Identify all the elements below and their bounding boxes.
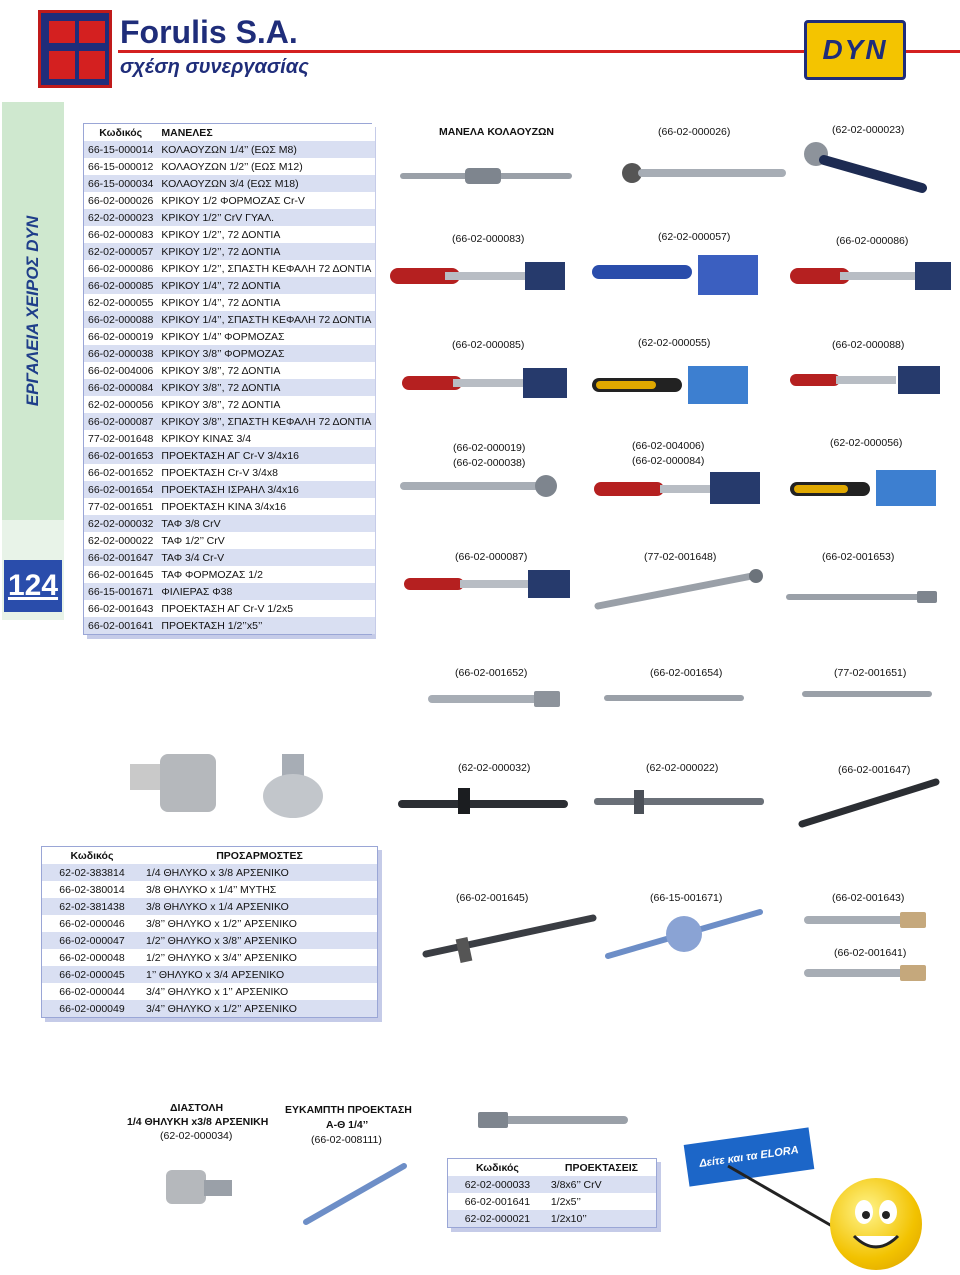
table-row: [84, 277, 375, 294]
product-description-cell: ΚΡΙΚΟΥ 3/8’’, ΣΠΑΣΤΗ ΚΕΦΑΛΗ 72 ΔΟΝΤΙΑ: [157, 413, 375, 430]
t-bar-62-02-000032-image: [392, 780, 577, 830]
product-code-cell: 66-15-001671: [84, 583, 157, 600]
table-header-row: [84, 124, 375, 141]
product-code-cell: 62-02-000022: [84, 532, 157, 549]
product-description-cell: ΚΡΙΚΟΥ 3/8’’ ΦΟΡΜΟΖΑΣ: [157, 345, 375, 362]
ratchet-66-02-000019-image: [396, 472, 576, 502]
product-description-cell: ΚΡΙΚΟΥ 1/2’’, 72 ΔΟΝΤΙΑ: [157, 243, 375, 260]
table-row: [84, 260, 375, 277]
product-code-cell: 66-02-001643: [84, 600, 157, 617]
product-code-cell: 66-02-001654: [84, 481, 157, 498]
caption-66-15-001671: (66-15-001671): [650, 892, 723, 904]
flex-extension-66-02-008111-image: [298, 1160, 413, 1230]
product-description-cell: ΠΡΟΕΚΤΑΣΗ 1/2’’x5’’: [157, 617, 375, 634]
product-code-cell: 77-02-001651: [84, 498, 157, 515]
caption-flex-sub: Α-Θ 1/4’’: [326, 1119, 369, 1131]
product-code-cell: 66-02-001641: [84, 617, 157, 634]
table-row: [84, 447, 375, 464]
product-description-cell: ΚΡΙΚΟΥ 3/8’’, 72 ΔΟΝΤΙΑ: [157, 379, 375, 396]
table-row: [84, 158, 375, 175]
product-description-cell: ΤΑΦ 1/2’’ CrV: [157, 532, 375, 549]
product-description-cell: ΚΟΛΑΟΥΖΩΝ 3/4 (ΕΩΣ Μ18): [157, 175, 375, 192]
caption-66-02-000083: (66-02-000083): [452, 233, 525, 245]
product-code-cell: 66-02-001653: [84, 447, 157, 464]
ratchet-77-02-001648-image: [592, 568, 772, 612]
ratchet-66-02-000083-image: [385, 258, 570, 294]
header-description: ΠΡΟΕΚΤΑΣΕΙΣ: [547, 1159, 656, 1176]
product-description-cell: ΚΡΙΚΟΥ 1/2’’, ΣΠΑΣΤΗ ΚΕΦΑΛΗ 72 ΔΟΝΤΙΑ: [157, 260, 375, 277]
caption-spacer-code: (62-02-000034): [160, 1130, 233, 1142]
product-code-cell: 66-02-001645: [84, 566, 157, 583]
product-code-cell: 66-15-000014: [84, 141, 157, 158]
product-description-cell: ΠΡΟΕΚΤΑΣΗ Cr-V 3/4x8: [157, 464, 375, 481]
table-row: [84, 192, 375, 209]
product-code-cell: 66-15-000012: [84, 158, 157, 175]
tap-handle-image: [395, 160, 580, 194]
caption-66-02-001641: (66-02-001641): [834, 947, 907, 959]
caption-62-02-000056: (62-02-000056): [830, 437, 903, 449]
table-row: [84, 379, 375, 396]
caption-66-02-000085: (66-02-000085): [452, 339, 525, 351]
product-description-cell: ΤΑΦ ΦΟΡΜΟΖΑΣ 1/2: [157, 566, 375, 583]
table-row: [84, 311, 375, 328]
caption-flex-title: ΕΥΚΑΜΠΤΗ ΠΡΟΕΚΤΑΣΗ: [285, 1104, 412, 1116]
extension-66-02-001641-image: [800, 962, 940, 984]
product-code-cell: 66-02-000085: [84, 277, 157, 294]
product-description-cell: ΚΡΙΚΟΥ 1/4’’, 72 ΔΟΝΤΙΑ: [157, 277, 375, 294]
spacer-62-02-000034-image: [160, 1158, 240, 1218]
table-row: [84, 226, 375, 243]
caption-66-02-004006: (66-02-004006): [632, 440, 705, 452]
adapters-table: [41, 846, 378, 1018]
product-code-cell: 62-02-000057: [84, 243, 157, 260]
table-row: [42, 898, 377, 915]
product-code-cell: 66-02-000087: [84, 413, 157, 430]
table-row: [84, 464, 375, 481]
product-description-cell: 3/8x6’’ CrV: [547, 1176, 656, 1193]
product-description-cell: 1/2x5’’: [547, 1193, 656, 1210]
product-description-cell: ΚΡΙΚΟΥ 1/2’’ CrV ΓΥΑΛ.: [157, 209, 375, 226]
product-description-cell: ΤΑΦ 3/8 CrV: [157, 515, 375, 532]
header-description: ΜΑΝΕΛΕΣ: [157, 124, 375, 141]
product-code-cell: 66-02-000049: [42, 1000, 142, 1017]
product-code-cell: 62-02-383814: [42, 864, 142, 881]
header-code: Κωδικός: [42, 847, 142, 864]
caption-66-02-001643: (66-02-001643): [832, 892, 905, 904]
table-row: [448, 1176, 656, 1193]
header-description: ΠΡΟΣΑΡΜΟΣΤΕΣ: [142, 847, 377, 864]
table-header-row: [42, 847, 377, 864]
table-row: [42, 932, 377, 949]
caption-62-02-000022: (62-02-000022): [646, 762, 719, 774]
pointer-stick-icon: [720, 1160, 840, 1230]
sidebar-title: ΕΡΓΑΛΕΙΑ ΧΕΙΡΟΣ DYN: [23, 215, 43, 407]
table-row: [84, 583, 375, 600]
caption-77-02-001648: (77-02-001648): [644, 551, 717, 563]
table-row: [84, 532, 375, 549]
table-row: [84, 515, 375, 532]
extension-set-image: [474, 1102, 639, 1142]
caption-66-02-000026: (66-02-000026): [658, 126, 731, 138]
caption-66-02-000084: (66-02-000084): [632, 455, 705, 467]
header-code: Κωδικός: [84, 124, 157, 141]
product-description-cell: ΚΡΙΚΟΥ 1/4’’, 72 ΔΟΝΤΙΑ: [157, 294, 375, 311]
product-description-cell: 1/2’’ ΘΗΛΥΚΟ x 3/4’’ ΑΡΣΕΝΙΚΟ: [142, 949, 377, 966]
caption-62-02-000023: (62-02-000023): [832, 124, 905, 136]
table-row: [448, 1193, 656, 1210]
extension-77-02-001651-image: [798, 686, 938, 702]
table-row: [84, 175, 375, 192]
product-description-cell: ΠΡΟΕΚΤΑΣΗ ΚΙΝΑ 3/4x16: [157, 498, 375, 515]
ratchet-66-02-000088-image: [786, 364, 946, 396]
product-description-cell: 3/4’’ ΘΗΛΥΚΟ x 1’’ ΑΡΣΕΝΙΚΟ: [142, 983, 377, 1000]
product-description-cell: 3/8’’ ΘΗΛΥΚΟ x 1/2’’ ΑΡΣΕΝΙΚΟ: [142, 915, 377, 932]
product-description-cell: ΚΡΙΚΟΥ 1/4’’, ΣΠΑΣΤΗ ΚΕΦΑΛΗ 72 ΔΟΝΤΙΑ: [157, 311, 375, 328]
ratchet-66-02-000087-image: [400, 568, 575, 600]
adapter-image-1: [120, 748, 220, 818]
elora-promo-label[interactable]: Δείτε και τα ELORA: [684, 1127, 815, 1186]
caption-62-02-000057: (62-02-000057): [658, 231, 731, 243]
product-code-cell: 66-02-000044: [42, 983, 142, 1000]
table-row: [84, 141, 375, 158]
ratchet-62-02-000056-image: [786, 468, 951, 508]
product-description-cell: ΤΑΦ 3/4 Cr-V: [157, 549, 375, 566]
product-description-cell: ΠΡΟΕΚΤΑΣΗ ΑΓ Cr-V 1/2x5: [157, 600, 375, 617]
caption-66-02-001653: (66-02-001653): [822, 551, 895, 563]
table-row: [84, 396, 375, 413]
product-description-cell: 3/8 ΘΗΛΥΚΟ x 1/4’’ ΜΥΤΗΣ: [142, 881, 377, 898]
page-number: 124: [4, 560, 62, 612]
product-description-cell: 3/4’’ ΘΗΛΥΚΟ x 1/2’’ ΑΡΣΕΝΙΚΟ: [142, 1000, 377, 1017]
product-code-cell: 66-02-001652: [84, 464, 157, 481]
table-row: [42, 1000, 377, 1017]
caption-62-02-000032: (62-02-000032): [458, 762, 531, 774]
table-row: [84, 549, 375, 566]
extension-66-02-001653-image: [782, 588, 942, 606]
product-description-cell: 1’’ ΘΗΛΥΚΟ x 3/4 ΑΡΣΕΝΙΚΟ: [142, 966, 377, 983]
product-code-cell: 66-02-000088: [84, 311, 157, 328]
product-description-cell: ΠΡΟΕΚΤΑΣΗ ΑΓ Cr-V 3/4x16: [157, 447, 375, 464]
caption-flex-code: (66-02-008111): [311, 1134, 382, 1146]
product-code-cell: 66-02-000046: [42, 915, 142, 932]
caption-66-02-000088: (66-02-000088): [832, 339, 905, 351]
caption-66-02-000038: (66-02-000038): [453, 457, 526, 469]
table-row: [448, 1210, 656, 1227]
product-code-cell: 66-15-000034: [84, 175, 157, 192]
table-row: [84, 566, 375, 583]
table-row: [84, 345, 375, 362]
ratchet-62-02-000057-image: [588, 255, 773, 297]
product-code-cell: 62-02-000055: [84, 294, 157, 311]
caption-66-02-001652: (66-02-001652): [455, 667, 528, 679]
product-code-cell: 62-02-000023: [84, 209, 157, 226]
product-description-cell: ΚΡΙΚΟΥ 3/8’’, 72 ΔΟΝΤΙΑ: [157, 396, 375, 413]
caption-62-02-000055: (62-02-000055): [638, 337, 711, 349]
product-code-cell: 66-02-000019: [84, 328, 157, 345]
header-code: Κωδικός: [448, 1159, 547, 1176]
caption-tap-handle: ΜΑΝΕΛΑ ΚΟΛΑΟΥΖΩΝ: [439, 126, 555, 138]
product-code-cell: 66-02-001641: [448, 1193, 547, 1210]
brand-name: Forulis S.A.: [120, 14, 298, 50]
product-description-cell: ΠΡΟΕΚΤΑΣΗ ΙΣΡΑΗΛ 3/4x16: [157, 481, 375, 498]
ratchet-62-02-000055-image: [588, 364, 763, 406]
caption-77-02-001651: (77-02-001651): [834, 667, 907, 679]
brand-tagline: σχέση συνεργασίας: [120, 56, 309, 78]
caption-66-02-000019: (66-02-000019): [453, 442, 526, 454]
caption-spacer-sub: 1/4 ΘΗΛΥΚΗ x3/8 ΑΡΣΕΝΙΚΗ: [127, 1116, 269, 1128]
caption-66-02-001647: (66-02-001647): [838, 764, 911, 776]
product-code-cell: 62-02-000021: [448, 1210, 547, 1227]
product-description-cell: 1/4 ΘΗΛΥΚΟ x 3/8 ΑΡΣΕΝΙΚΟ: [142, 864, 377, 881]
table-row: [84, 413, 375, 430]
extension-66-02-001643-image: [800, 908, 940, 932]
t-bar-66-02-001647-image: [796, 770, 946, 830]
product-description-cell: ΚΡΙΚΟΥ 1/2’’, 72 ΔΟΝΤΙΑ: [157, 226, 375, 243]
handles-table: [83, 123, 372, 635]
table-row: [84, 498, 375, 515]
product-description-cell: 1/2x10’’: [547, 1210, 656, 1227]
caption-spacer-title: ΔΙΑΣΤΟΛΗ: [170, 1102, 224, 1114]
table-row: [84, 362, 375, 379]
table-row: [84, 481, 375, 498]
smiley-icon: [830, 1178, 922, 1270]
table-row: [84, 430, 375, 447]
product-code-cell: 66-02-000084: [84, 379, 157, 396]
product-description-cell: ΚΡΙΚΟΥ 1/4’’ ΦΟΡΜΟΖΑΣ: [157, 328, 375, 345]
product-code-cell: 62-02-000033: [448, 1176, 547, 1193]
product-description-cell: ΚΡΙΚΟΥ 1/2 ΦΟΡΜΟΖΑΣ Cr-V: [157, 192, 375, 209]
product-code-cell: 66-02-004006: [84, 362, 157, 379]
table-row: [84, 209, 375, 226]
product-code-cell: 66-02-001647: [84, 549, 157, 566]
caption-66-02-001645: (66-02-001645): [456, 892, 529, 904]
ratchet-66-02-004006-image: [590, 470, 765, 506]
table-row: [84, 328, 375, 345]
ratchet-66-02-000026-image: [610, 155, 790, 195]
table-row: [42, 966, 377, 983]
product-code-cell: 66-02-380014: [42, 881, 142, 898]
table-row: [84, 243, 375, 260]
table-row: [42, 949, 377, 966]
forulis-logo-mark: [38, 10, 112, 88]
caption-66-02-001654: (66-02-001654): [650, 667, 723, 679]
table-row: [42, 915, 377, 932]
t-bar-62-02-000022-image: [590, 784, 770, 824]
product-description-cell: 1/2’’ ΘΗΛΥΚΟ x 3/8’’ ΑΡΣΕΝΙΚΟ: [142, 932, 377, 949]
product-description-cell: ΦΙΛΙΕΡΑΣ Φ38: [157, 583, 375, 600]
product-code-cell: 62-02-000032: [84, 515, 157, 532]
product-description-cell: ΚΟΛΑΟΥΖΩΝ 1/4’’ (ΕΩΣ Μ8): [157, 141, 375, 158]
product-code-cell: 66-02-000047: [42, 932, 142, 949]
product-description-cell: ΚΟΛΑΟΥΖΩΝ 1/2’’ (ΕΩΣ Μ12): [157, 158, 375, 175]
extension-66-02-001654-image: [600, 690, 750, 706]
product-description-cell: ΚΡΙΚΟΥ 3/8’’, 72 ΔΟΝΤΙΑ: [157, 362, 375, 379]
t-bar-66-02-001645-image: [418, 908, 603, 968]
product-code-cell: 66-02-000086: [84, 260, 157, 277]
table-row: [84, 600, 375, 617]
product-code-cell: 66-02-000048: [42, 949, 142, 966]
product-description-cell: 3/8 ΘΗΛΥΚΟ x 1/4 ΑΡΣΕΝΙΚΟ: [142, 898, 377, 915]
table-header-row: [448, 1159, 656, 1176]
product-code-cell: 62-02-381438: [42, 898, 142, 915]
die-stock-66-15-001671-image: [604, 904, 764, 968]
ratchet-66-02-000085-image: [398, 366, 573, 402]
ratchet-66-02-000086-image: [785, 258, 955, 294]
caption-66-02-000086: (66-02-000086): [836, 235, 909, 247]
product-code-cell: 66-02-000083: [84, 226, 157, 243]
table-row: [42, 983, 377, 1000]
table-row: [42, 864, 377, 881]
product-code-cell: 66-02-000045: [42, 966, 142, 983]
product-code-cell: 77-02-001648: [84, 430, 157, 447]
table-row: [84, 617, 375, 634]
table-row: [42, 881, 377, 898]
ratchet-62-02-000023-image: [800, 140, 930, 200]
product-description-cell: ΚΡΙΚΟΥ ΚΙΝΑΣ 3/4: [157, 430, 375, 447]
product-code-cell: 66-02-000038: [84, 345, 157, 362]
product-code-cell: 62-02-000056: [84, 396, 157, 413]
product-code-cell: 66-02-000026: [84, 192, 157, 209]
dyn-logo: DYN: [804, 20, 906, 80]
caption-66-02-000087: (66-02-000087): [455, 551, 528, 563]
adapter-image-2: [258, 752, 328, 822]
extension-66-02-001652-image: [424, 688, 564, 710]
extensions-table: [447, 1158, 657, 1228]
table-row: [84, 294, 375, 311]
